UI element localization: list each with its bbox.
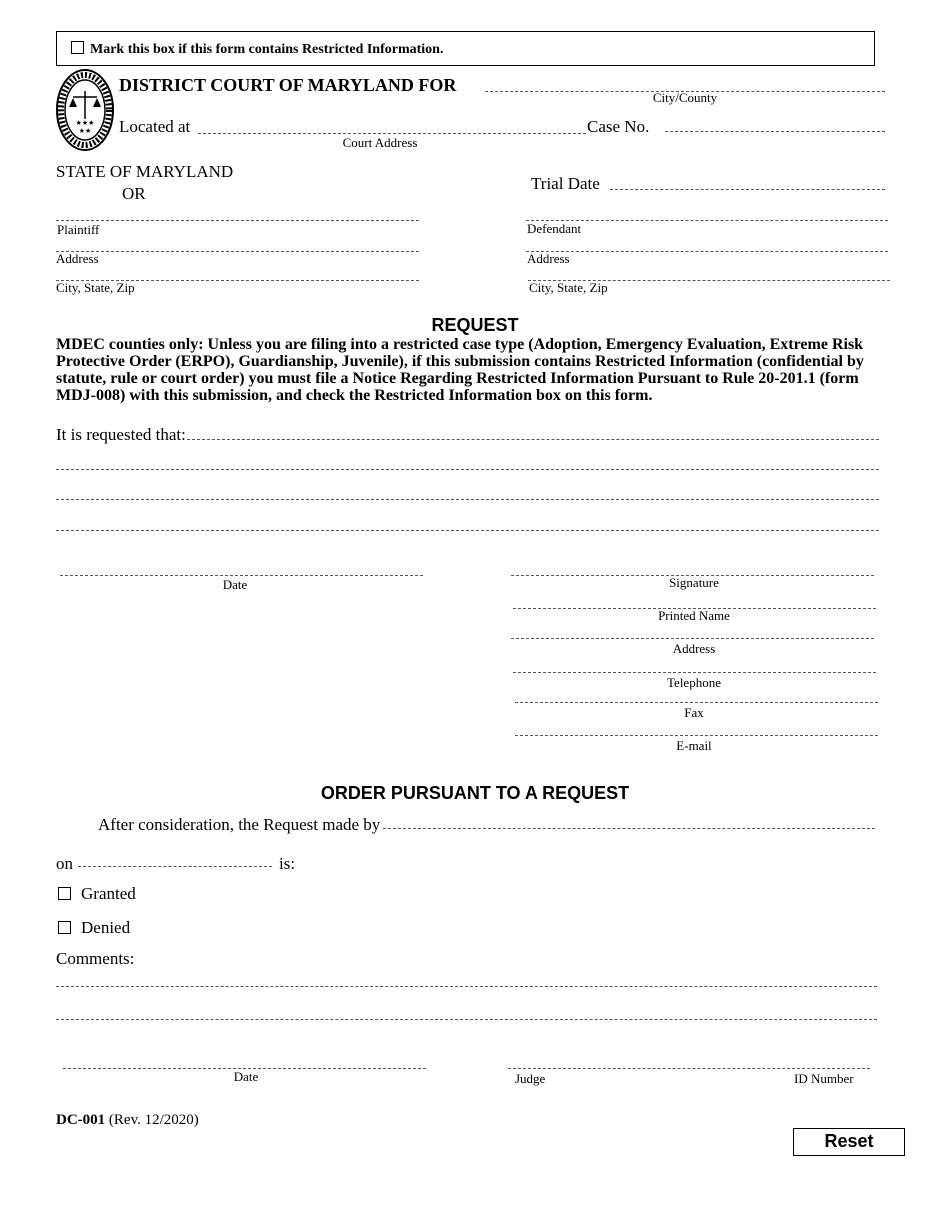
requested-that-label: It is requested that:	[56, 425, 186, 444]
or-label: OR	[122, 184, 146, 203]
request-date-caption: Date	[222, 577, 248, 592]
case-no-label: Case No.	[587, 117, 650, 136]
granted-checkbox[interactable]	[58, 887, 71, 900]
defendant-address-caption: Address	[527, 251, 570, 266]
restricted-info-checkbox[interactable]	[71, 41, 84, 54]
plaintiff-address-field[interactable]	[56, 251, 419, 252]
request-line-2[interactable]	[56, 469, 879, 470]
plaintiff-field[interactable]	[56, 220, 419, 221]
case-no-field[interactable]	[665, 131, 885, 132]
order-date-caption: Date	[233, 1069, 259, 1084]
granted-option	[58, 884, 136, 904]
state-of-maryland: STATE OF MARYLAND	[56, 162, 234, 181]
defendant-city-caption: City, State, Zip	[529, 280, 608, 295]
form-id-code: DC-001	[56, 1112, 106, 1128]
restricted-info-box	[56, 31, 875, 66]
trial-date-label: Trial Date	[531, 174, 600, 193]
court-title: DISTRICT COURT OF MARYLAND FOR	[119, 75, 457, 95]
address-caption: Address	[672, 641, 716, 656]
defendant-address-field[interactable]	[526, 251, 888, 252]
id-number-caption: ID Number	[794, 1071, 854, 1086]
located-at-label: Located at	[119, 117, 191, 136]
court-address-field[interactable]	[198, 133, 586, 134]
court-address-caption: Court Address	[342, 135, 418, 150]
plaintiff-caption: Plaintiff	[57, 222, 100, 237]
address-field[interactable]	[511, 638, 874, 639]
form-id	[56, 1112, 199, 1129]
denied-label: Denied	[81, 918, 131, 937]
denied-checkbox[interactable]	[58, 921, 71, 934]
email-caption: E-mail	[676, 738, 712, 753]
judge-caption: Judge	[515, 1071, 546, 1086]
order-after-label: After consideration, the Request made by	[98, 815, 381, 834]
request-title: REQUEST	[431, 315, 519, 335]
order-is-label: is:	[279, 854, 296, 873]
plaintiff-city-caption: City, State, Zip	[56, 280, 135, 295]
restricted-notice: MDEC counties only: Unless you are filing into a restricted case type (Adoption, Emergency Evaluation, Extreme Risk Protective Order (ERPO), Guardianship, Juvenile), if this submission contains Restricted Information (confidential by statute, rule or court order) you must file a Notice Regarding Restricted Information Pursuant to Rule 20-201.1 (form MDJ-008) with this submission, and check the Restricted Information box on this form.	[56, 336, 864, 404]
restricted-info-label: Mark this box if this form contains Restricted Information.	[90, 42, 444, 57]
fax-field[interactable]	[515, 702, 878, 703]
email-field[interactable]	[515, 735, 878, 736]
request-line-1[interactable]	[187, 439, 879, 440]
city-county-caption: City/County	[652, 90, 718, 105]
reset-button[interactable]: Reset	[793, 1128, 905, 1156]
telephone-caption: Telephone	[667, 675, 721, 690]
fax-caption: Fax	[684, 705, 704, 720]
form-revision: (Rev. 12/2020)	[108, 1112, 199, 1128]
comments-label: Comments:	[56, 949, 135, 968]
svg-text:★★★: ★★★	[75, 119, 95, 127]
signature-caption: Signature	[669, 575, 719, 590]
request-line-3[interactable]	[56, 499, 879, 500]
order-title: ORDER PURSUANT TO A REQUEST	[320, 783, 630, 803]
request-made-by-field[interactable]	[383, 828, 875, 829]
order-on-date-field[interactable]	[78, 866, 272, 867]
defendant-caption: Defendant	[527, 221, 582, 236]
request-date-field[interactable]	[60, 575, 423, 576]
granted-label: Granted	[81, 884, 136, 903]
order-on-label: on	[56, 854, 73, 873]
denied-option	[58, 918, 130, 938]
comments-line-1[interactable]	[56, 986, 877, 987]
maryland-seal-icon	[56, 69, 114, 151]
printed-name-caption: Printed Name	[658, 608, 730, 623]
request-line-4[interactable]	[56, 530, 879, 531]
judge-signature-field[interactable]	[508, 1068, 870, 1069]
svg-text:★★: ★★	[78, 127, 92, 135]
telephone-field[interactable]	[513, 672, 876, 673]
plaintiff-address-caption: Address	[56, 251, 99, 266]
trial-date-field[interactable]	[610, 189, 885, 190]
comments-line-2[interactable]	[56, 1019, 877, 1020]
